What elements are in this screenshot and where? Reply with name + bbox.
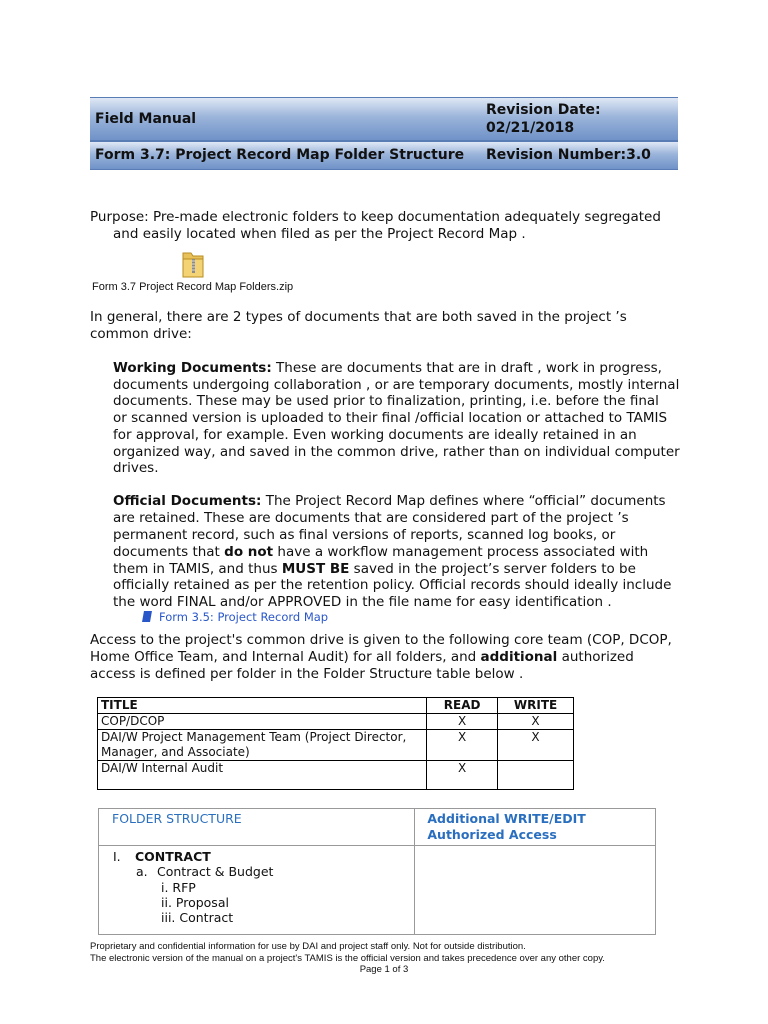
list-item: i. RFP xyxy=(161,880,196,895)
working-docs-line-6: organized way, and saved in the common drive, rather than on individual computer xyxy=(113,444,680,460)
official-docs-line-6: officially retained as per the retention policy. Official records should ideally include xyxy=(113,577,672,593)
list-item: ii. Proposal xyxy=(161,895,229,910)
form-title: Form 3.7: Project Record Map Folder Structure xyxy=(95,147,465,163)
purpose-line-2: and easily located when filed as per the Project Record Map . xyxy=(113,226,526,242)
working-docs-line-2: documents undergoing collaboration , or are temporary documents, mostly internal xyxy=(113,377,680,393)
folder-structure-table xyxy=(98,808,656,935)
official-docs-line-2: are retained. These are documents that are considered part of the project ’s xyxy=(113,510,629,526)
header-band xyxy=(90,97,678,141)
official-docs-line-7: the word FINAL and/or APPROVED in the file name for easy identification . xyxy=(113,594,612,610)
working-docs-line-4: or scanned version is uploaded to their final /official location or attached to TAMIS xyxy=(113,410,668,426)
manual-title: Field Manual xyxy=(95,111,197,127)
official-docs-line-4: documents that do not have a workflow management process associated with xyxy=(113,544,649,560)
record-map-link[interactable]: Form 3.5: Project Record Map xyxy=(143,610,328,624)
page-number: Page 1 of 3 xyxy=(359,964,409,975)
purpose-line-1: Purpose: Pre-made electronic folders to keep documentation adequately segregated xyxy=(90,209,661,225)
subsection-number: a. xyxy=(136,864,148,879)
revision-date-label: Revision Date: xyxy=(486,102,601,118)
access-line-3: access is defined per folder in the Folder Structure table below . xyxy=(90,666,524,682)
official-docs-line-3: permanent record, such as final versions of reports, scanned log books, or xyxy=(113,527,616,543)
authorized-access-heading: Additional WRITE/EDIT Authorized Access xyxy=(415,809,656,846)
working-docs-line-7: drives. xyxy=(113,460,159,476)
official-docs-line-5: them in TAMIS, and thus MUST BE saved in the project’s server folders to be xyxy=(113,561,636,577)
subsection-title: Contract & Budget xyxy=(157,864,274,879)
folder-structure-heading: FOLDER STRUCTURE xyxy=(99,809,415,846)
official-docs-heading: Official Documents: xyxy=(113,493,262,509)
document-link-icon xyxy=(142,611,152,622)
access-table-header: TITLE READ WRITE xyxy=(98,698,574,714)
revision-date: 02/21/2018 xyxy=(486,120,575,136)
working-docs-line-5: for approval, for example. Even working documents are ideally retained in an xyxy=(113,427,637,443)
list-item: iii. Contract xyxy=(161,910,234,925)
intro-line-1: In general, there are 2 types of documents that are both saved in the project ’s xyxy=(90,309,627,325)
footer-precedence: The electronic version of the manual on a project's TAMIS is the official version and takes precedence over any other copy. xyxy=(90,953,605,964)
zip-folder-icon[interactable] xyxy=(180,250,206,278)
official-docs-line-1: Official Documents: The Project Record Map defines where “official” documents xyxy=(113,493,666,509)
access-line-1: Access to the project's common drive is given to the following core team (COP, DCOP, xyxy=(90,632,672,648)
revision-number: Revision Number:3.0 xyxy=(486,147,651,163)
footer-confidential: Proprietary and confidential information for use by DAI and project staff only. Not for outside distribution. xyxy=(90,941,526,952)
working-docs-line-1: Working Documents: These are documents that are in draft , work in progress, xyxy=(113,360,662,376)
table-row xyxy=(99,846,656,935)
table-row: COP/DCOP X X xyxy=(98,714,574,730)
intro-line-2: common drive: xyxy=(90,326,192,342)
access-table xyxy=(97,697,574,790)
working-docs-line-3: documents. These may be used prior to finalization, printing, i.e. before the final xyxy=(113,393,659,409)
working-docs-heading: Working Documents: xyxy=(113,360,272,376)
access-line-2: Home Office Team, and Internal Audit) for all folders, and additional authorized xyxy=(90,649,634,665)
table-row: DAI/W Internal Audit X xyxy=(98,761,574,790)
form-band xyxy=(90,141,678,170)
folder-table-header xyxy=(99,809,656,846)
attachment-label[interactable]: Form 3.7 Project Record Map Folders.zip xyxy=(92,281,294,293)
section-title: CONTRACT xyxy=(135,849,211,864)
section-number: I. xyxy=(113,849,121,864)
table-row: DAI/W Project Management Team (Project Director, Manager, and Associate) X X xyxy=(98,730,574,761)
